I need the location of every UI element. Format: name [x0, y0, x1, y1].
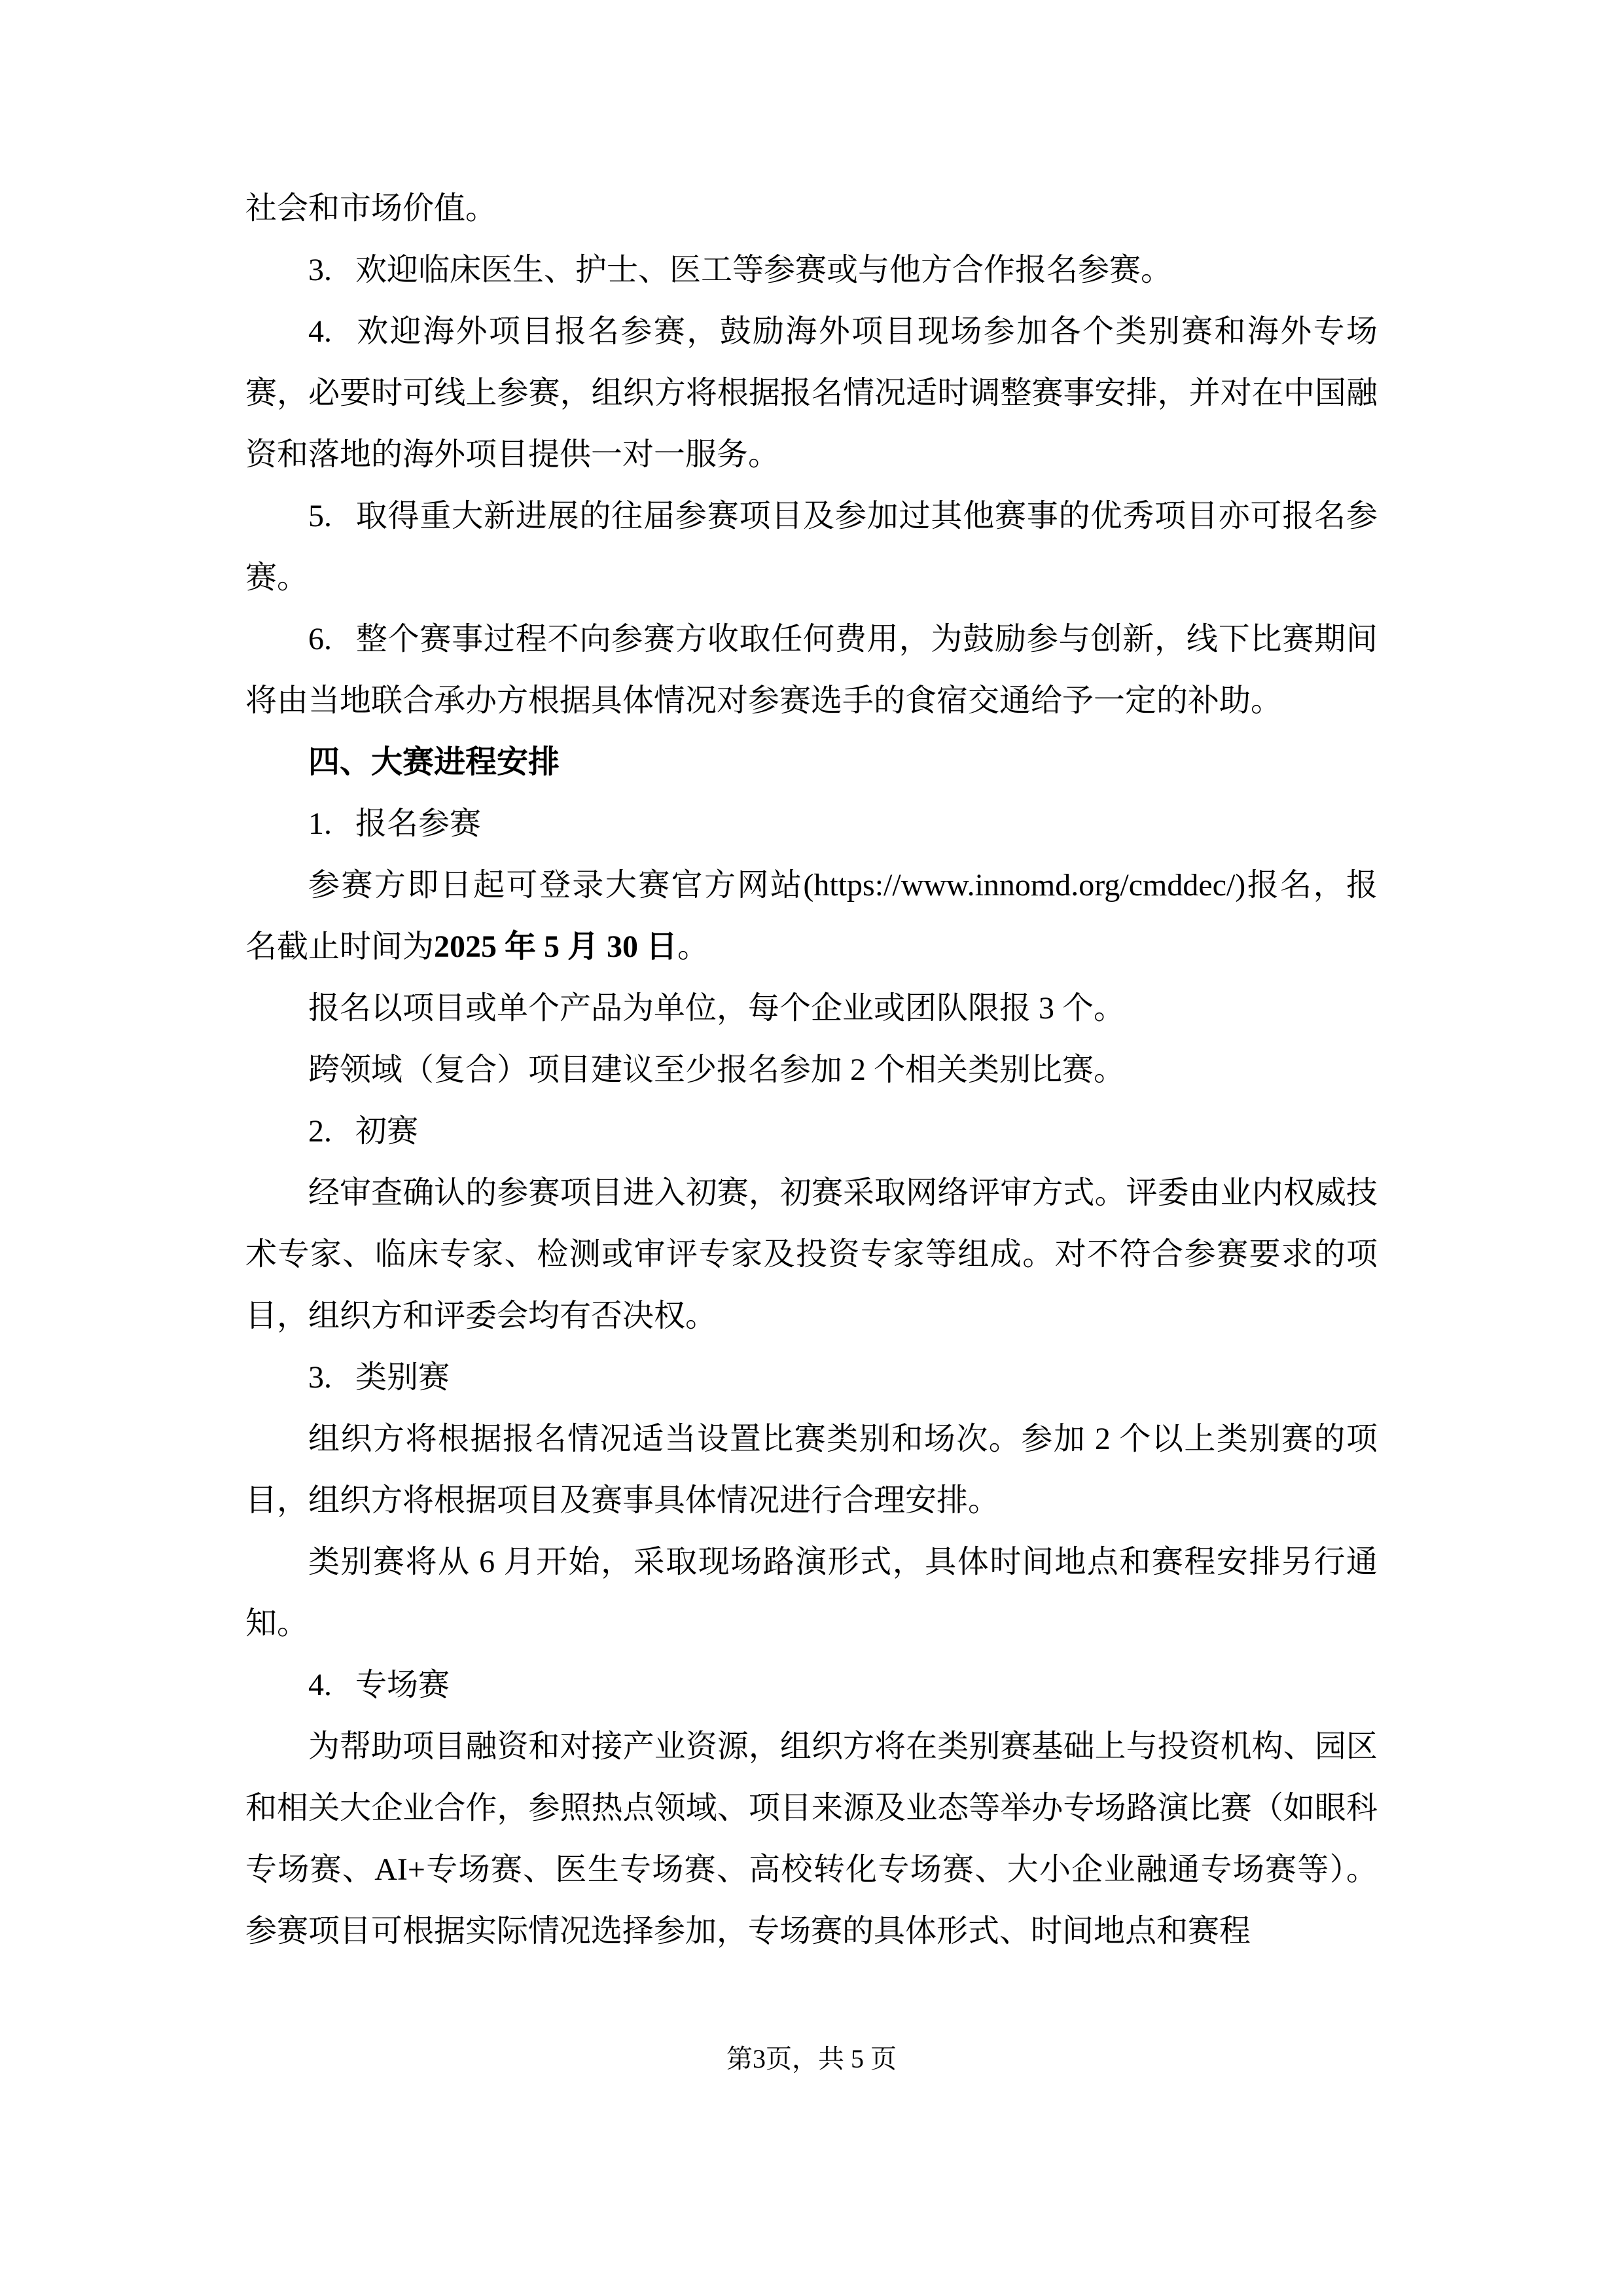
paragraph [245, 240, 1378, 301]
text-run: 报名参赛 [355, 806, 482, 841]
paragraph [245, 1347, 1378, 1408]
text-run: 四、大赛进程安排 [308, 745, 560, 780]
text-run: 整个赛事过程不向参赛方收取任何费用，为鼓励参与创新，线下比赛期间将由当地联合承办方根据具体情况对参赛选手的食宿交通给予一定的补助。 [245, 622, 1378, 718]
list-number: 4. [308, 314, 332, 349]
document-body [245, 178, 1378, 1962]
text-run: 社会和市场价值。 [245, 191, 497, 226]
list-number: 4. [308, 1668, 332, 1702]
list-number: 6. [308, 622, 332, 656]
list-number: 3. [308, 1360, 332, 1395]
text-run: 欢迎临床医生、护士、医工等参赛或与他方合作报名参赛。 [355, 253, 1173, 287]
text-run: 。 [677, 929, 709, 964]
text-run: 初赛 [355, 1114, 419, 1149]
paragraph [245, 1716, 1378, 1962]
paragraph [245, 1039, 1378, 1101]
text-run: 报名以项目或单个产品为单位，每个企业或团队限报 3 个。 [308, 991, 1126, 1026]
paragraph [245, 978, 1378, 1039]
paragraph [245, 609, 1378, 732]
text-run: 类别赛将从 6 月开始，采取现场路演形式，具体时间地点和赛程安排另行通知。 [245, 1545, 1378, 1641]
paragraph [245, 793, 1378, 855]
paragraph [245, 1655, 1378, 1716]
text-run: 参赛方即日起可登录大赛官方网站(https://www.innomd.org/cmddec/)报名，报名截止时间为 [245, 868, 1378, 964]
paragraph [245, 301, 1378, 486]
list-number: 3. [308, 253, 332, 287]
paragraph [245, 855, 1378, 978]
list-number: 2. [308, 1114, 332, 1149]
paragraph [245, 1162, 1378, 1347]
text-run: 组织方将根据报名情况适当设置比赛类别和场次。参加 2 个以上类别赛的项目，组织方将根据项目及赛事具体情况进行合理安排。 [245, 1422, 1378, 1518]
text-run: 跨领域（复合）项目建议至少报名参加 2 个相关类别比赛。 [308, 1052, 1126, 1087]
paragraph [245, 1532, 1378, 1655]
text-run: 经审查确认的参赛项目进入初赛，初赛采取网络评审方式。评委由业内权威技术专家、临床专家、检测或审评专家及投资专家等组成。对不符合参赛要求的项目，组织方和评委会均有否决权。 [245, 1175, 1378, 1333]
page-number-footer: 第3页，共 5 页 [726, 2044, 897, 2073]
paragraph [245, 1101, 1378, 1162]
section-heading [245, 732, 1378, 793]
text-run: 2025 年 5 月 30 日 [434, 929, 678, 964]
text-run: 类别赛 [355, 1360, 450, 1395]
text-run: 取得重大新进展的往届参赛项目及参加过其他赛事的优秀项目亦可报名参赛。 [245, 499, 1378, 595]
list-number: 5. [308, 499, 332, 533]
paragraph [245, 178, 1378, 240]
paragraph [245, 1408, 1378, 1532]
paragraph [245, 486, 1378, 609]
text-run: 欢迎海外项目报名参赛，鼓励海外项目现场参加各个类别赛和海外专场赛，必要时可线上参赛，组织方将根据报名情况适时调整赛事安排，并对在中国融资和落地的海外项目提供一对一服务。 [245, 314, 1378, 472]
text-run: 为帮助项目融资和对接产业资源，组织方将在类别赛基础上与投资机构、园区和相关大企业合作，参照热点领域、项目来源及业态等举办专场路演比赛（如眼科专场赛、AI+专场赛、医生专场赛、高校转化专场赛、大小企业融通专场赛等）。参赛项目可根据实际情况选择参加，专场赛的具体形式、时间地点和赛程 [245, 1729, 1378, 1948]
list-number: 1. [308, 806, 332, 841]
text-run: 专场赛 [355, 1668, 450, 1702]
